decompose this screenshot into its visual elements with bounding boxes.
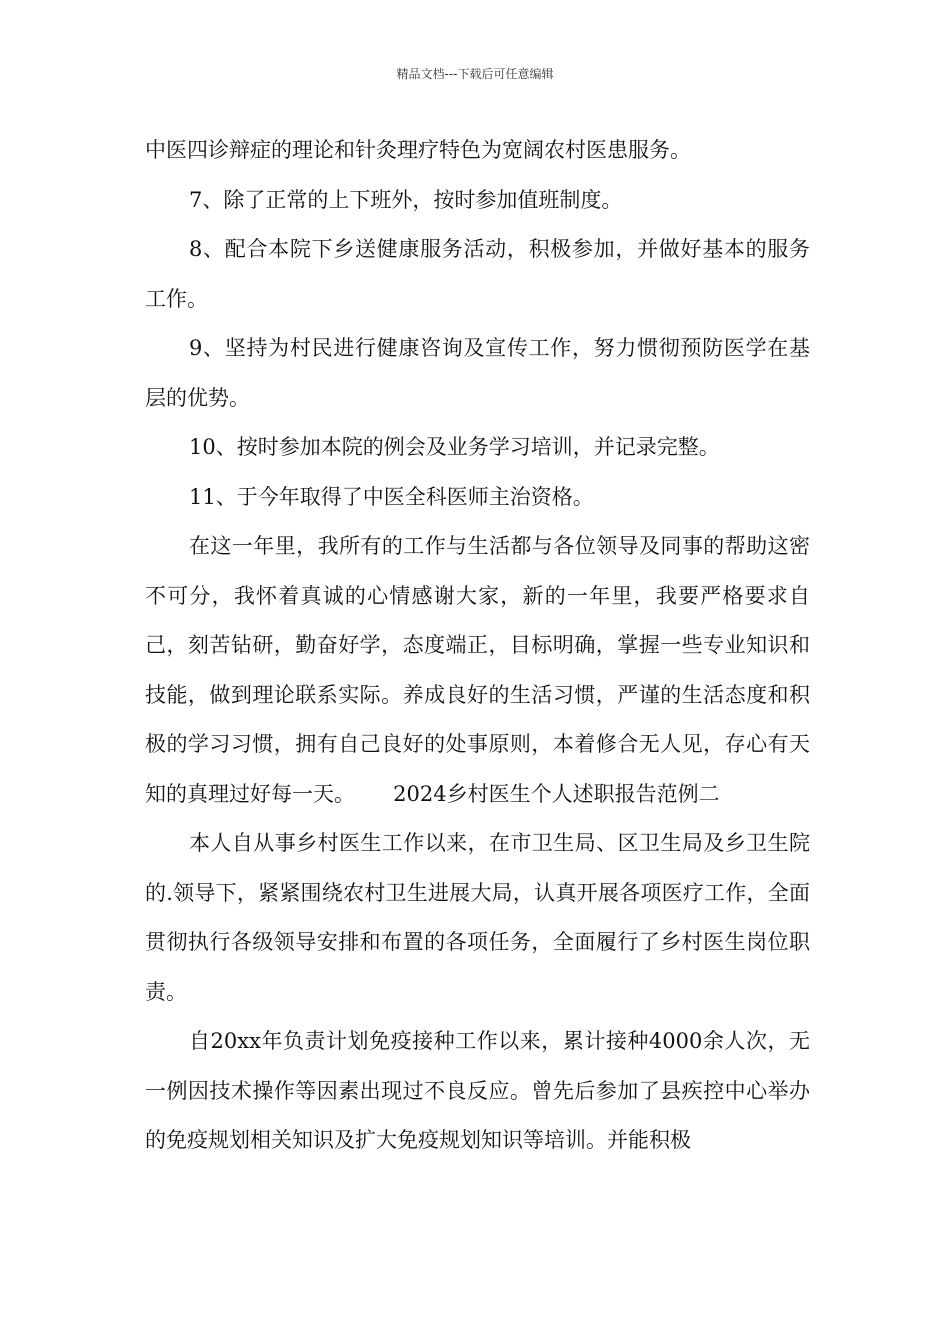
paragraph-conclusion: 在这一年里，我所有的工作与生活都与各位领导及同事的帮助这密不可分，我怀着真诚的心情感谢大家，新的一年里，我要严格要求自己，刻苦钻研，勤奋好学，态度端正，目标明确，掌握一些专业知识和技能，做到理论联系实际。养成良好的生活习惯，严谨的生活态度和积极的学习习惯，拥有自己良好的处事原则，本着修合无人见，存心有天知的真理过好每一天。 2024乡村医生个人述职报告范例二 <box>145 534 810 806</box>
paragraph-immunization: 自20xx年负责计划免疫接种工作以来，累计接种4000余人次，无一例因技术操作等因素出现过不良反应。曾先后参加了县疾控中心举办的免疫规划相关知识及扩大免疫规划知识等培训。并能积极 <box>145 1029 810 1152</box>
paragraph-item-9: 9、坚持为村民进行健康咨询及宣传工作，努力惯彻预防医学在基层的优势。 <box>145 336 810 410</box>
paragraph-item-10: 10、按时参加本院的例会及业务学习培训，并记录完整。 <box>189 435 720 459</box>
paragraph-intro-example-two: 本人自从事乡村医生工作以来，在市卫生局、区卫生局及乡卫生院的.领导下，紧紧围绕农村卫生进展大局，认真开展各项医疗工作，全面贯彻执行各级领导安排和布置的各项任务，全面履行了乡村医生岗位职责。 <box>145 831 810 1004</box>
document-body <box>145 126 810 1166</box>
paragraph-item-8: 8、配合本院下乡送健康服务活动，积极参加，并做好基本的服务工作。 <box>145 237 810 311</box>
paragraph-item-7: 7、除了正常的上下班外，按时参加值班制度。 <box>189 187 623 212</box>
page-header: 精品文档---下载后可任意编辑 <box>396 67 554 81</box>
paragraph-item-11: 11、于今年取得了中医全科医师主治资格。 <box>189 484 594 509</box>
paragraph-continuation: 中医四诊辩症的理论和针灸理疗特色为宽阔农村医患服务。 <box>145 138 691 162</box>
